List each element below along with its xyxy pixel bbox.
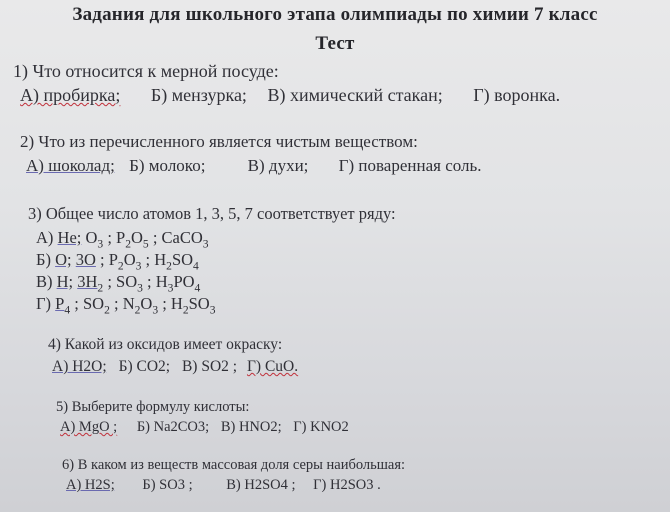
- question-3-row-b: Б) O; 3O ; $P_2O_3$ ; $H_2SO_4$: [36, 250, 199, 273]
- question-5-text: 5) Выберите формулу кислоты:: [56, 399, 250, 415]
- question-2-option-a: А) шоколад;: [26, 156, 115, 175]
- question-4-option-d: Г) CuO.: [246, 358, 299, 375]
- question-2-option-b: Б) молоко;: [129, 156, 206, 175]
- question-6-option-a: А) H2S;: [66, 477, 115, 493]
- question-3-row-c: В) H; $3H_2$ ; $SO_3$ ; $H_3PO_4$: [36, 272, 201, 295]
- question-1-option-d: Г) воронка.: [473, 85, 561, 105]
- question-6-options: [66, 477, 381, 494]
- question-1-text: 1) Что относится к мерной посуде:: [13, 61, 279, 81]
- question-4-option-a: А) H2O;: [52, 358, 107, 375]
- question-1-options: [20, 85, 560, 106]
- question-5-option-c: В) HNO2;: [220, 419, 282, 435]
- question-2-options: [26, 156, 482, 176]
- question-6-option-c: В) H2SO4 ;: [226, 477, 296, 493]
- question-4-option-c: В) SO2 ;: [181, 358, 238, 375]
- question-5-option-a: А) MgO ;: [60, 419, 118, 435]
- question-3-row-a: А) He; $O_3$ ; $P_2O_5$ ; CaCO$_3$: [36, 228, 209, 251]
- page-title: Задания для школьного этапа олимпиады по химии 7 класс: [72, 4, 598, 25]
- question-5-options: [60, 419, 349, 436]
- question-3-row-d: Г) $P_4$ ; $SO_2$ ; $N_2O_3$ ; $H_2SO_3$: [36, 294, 216, 317]
- question-5-option-b: Б) Na2CO3;: [136, 419, 210, 435]
- page-subtitle: Тест: [315, 33, 355, 54]
- question-3-text: 3) Общее число атомов 1, 3, 5, 7 соответствует ряду:: [28, 204, 396, 223]
- question-6-option-d: Г) H2SO3 .: [313, 477, 381, 493]
- question-2-option-d: Г) поваренная соль.: [338, 156, 482, 175]
- question-6-text: 6) В каком из веществ массовая доля серы наибольшая:: [62, 457, 406, 473]
- question-1-option-a: А) пробирка;: [20, 85, 121, 105]
- question-5-option-d: Г) KNO2: [293, 419, 349, 435]
- question-6-option-b: Б) SO3 ;: [142, 477, 193, 493]
- question-1-option-c: В) химический стакан;: [267, 85, 443, 105]
- question-2-text: 2) Что из перечисленного является чистым веществом:: [20, 132, 418, 151]
- question-1-option-b: Б) мензурка;: [150, 85, 247, 105]
- question-4-text: 4) Какой из оксидов имеет окраску:: [48, 336, 283, 353]
- question-4-option-b: Б) CO2;: [118, 358, 171, 375]
- question-2-option-c: В) духи;: [247, 156, 309, 175]
- question-4-options: [52, 358, 298, 376]
